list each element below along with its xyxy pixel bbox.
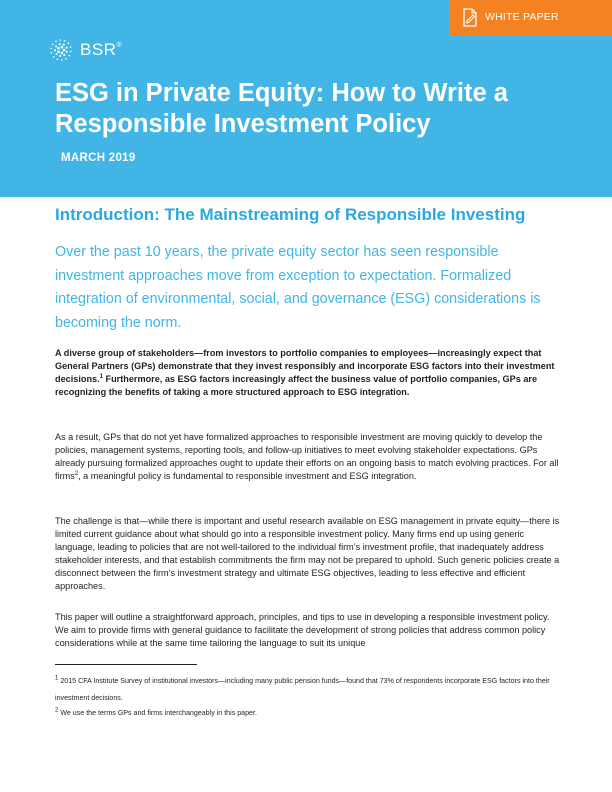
footnote-1: $^1$ 2015 CFA Institute Survey of institutional investors—including many public pension funds—found that 73% of respondents incorporate ESG factors into their investment decisions. bbox=[55, 675, 550, 702]
body-paragraph-2: As a result, GPs that do not yet have formalized approaches to responsible investment are moving quickly to develop the policies, management systems, reporting tools, and follow-up initiatives to meet evolving stakeholder expectations. GPs already pursuing formalized approaches ought to update their efforts on an ongoing basis to match evolving practices. For all firms$^2$, a meaningful policy is fundamental to responsible investment and ESG integration. bbox=[55, 432, 559, 481]
body-paragraph-4: This paper will outline a straightforward approach, principles, and tips to use in developing a responsible investment policy. We aim to provide firms with general guidance to facilitate the development of strong policies that address common policy considerations while at the same time tailoring the language to suit its unique bbox=[55, 612, 550, 648]
bsr-logo bbox=[47, 36, 122, 64]
footnote-ref-2: 2 bbox=[74, 470, 79, 477]
badge-label: WHITE PAPER bbox=[485, 11, 559, 23]
section-heading: Introduction: The Mainstreaming of Responsible Investing bbox=[55, 205, 526, 224]
bsr-logo-mark bbox=[47, 36, 75, 64]
logo-text: BSR® bbox=[80, 40, 123, 59]
body-paragraph-1: A diverse group of stakeholders—from investors to portfolio companies to employees—increasingly expect that General Partners (GPs) demonstrate that they invest responsibly and incorporate ESG factors into their investment decisions.$^1$ Furthermore, as ESG factors increasingly affect the business value of portfolio companies, GPs are recognizing the benefits of taking a more structured approach to ESG integration. bbox=[55, 348, 555, 397]
white-paper-badge bbox=[449, 0, 612, 36]
lead-paragraph: Over the past 10 years, the private equity sector has seen responsible investment approaches move from exception to expectation. Formalized integration of environmental, social, and governance (ESG) considerations is becoming the norm. bbox=[55, 244, 541, 331]
header-banner bbox=[0, 0, 612, 197]
footnote-ref-1: 1 bbox=[99, 373, 103, 380]
document-icon bbox=[462, 8, 478, 27]
page-title: ESG in Private Equity: How to Write a Responsible Investment Policy bbox=[55, 79, 508, 138]
publication-date: MARCH 2019 bbox=[61, 152, 136, 164]
footnote-divider bbox=[55, 664, 197, 665]
body-paragraph-3: The challenge is that—while there is important and useful research available on ESG management in private equity—there is limited current guidance about what should go into a responsible investment policy. Many firms end up using generic language, leading to policies that are not well-tailored to the individual firm’s investment profile, that inadequately address stakeholder interests, and that establish commitments the firm may not be prepared to uphold. Such generic policies create a disconnect between the firm’s investment strategy and ultimate ESG objectives, leading to less effective and efficient approaches. bbox=[55, 516, 560, 591]
footnote-2: $^2$ We use the terms GPs and firms interchangeably in this paper. bbox=[55, 707, 257, 717]
